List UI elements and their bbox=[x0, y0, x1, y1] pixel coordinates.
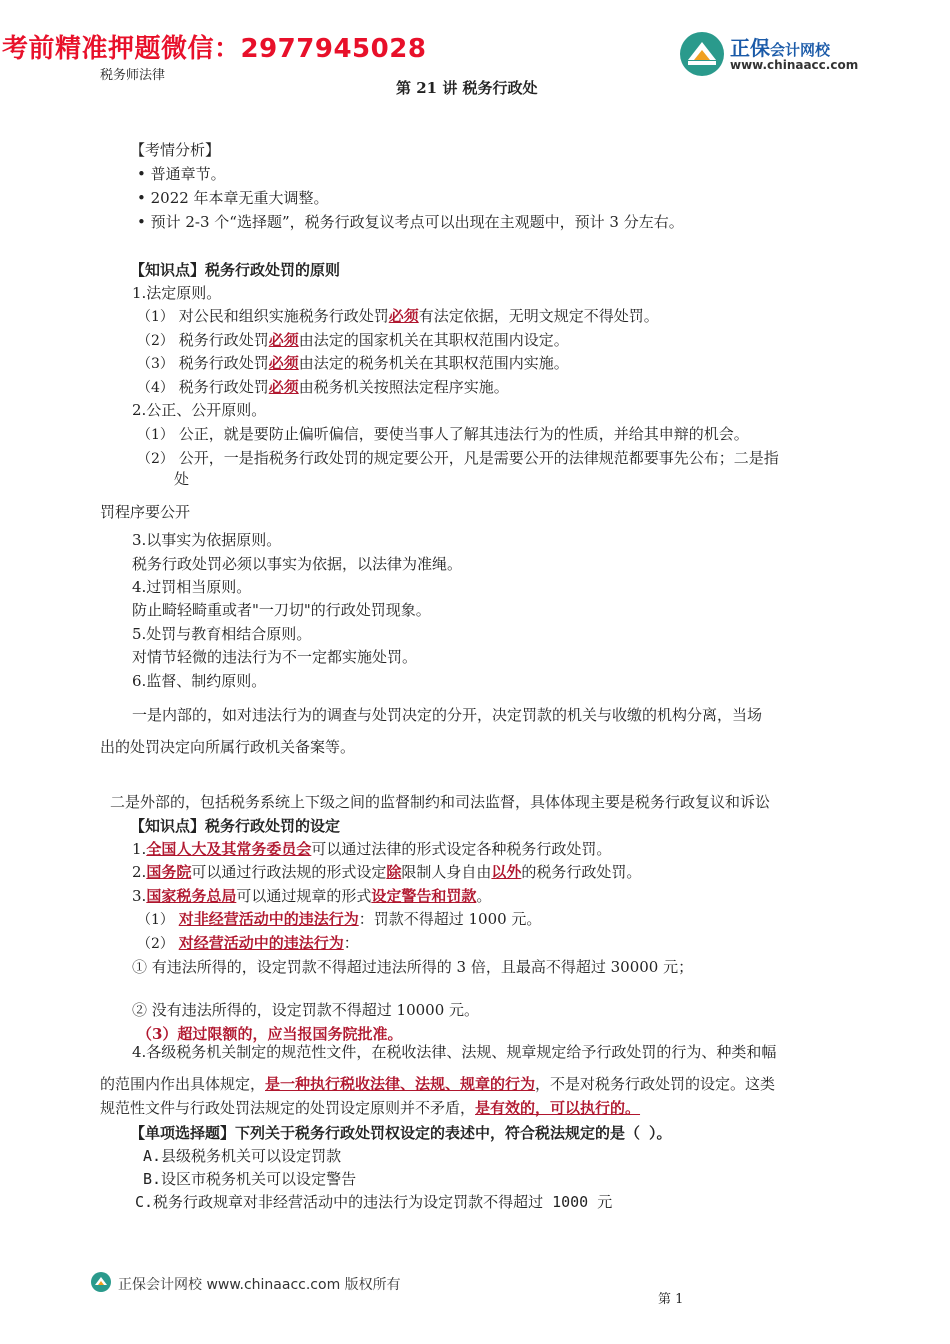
cut-line: 罚程序要公开 bbox=[100, 503, 191, 521]
question-option-b: B.设区市税务机关可以设定警告 bbox=[143, 1170, 357, 1188]
setting-item: 3.国家税务总局可以通过规章的形式设定警告和罚款。 bbox=[132, 887, 492, 905]
cut-line: （3）超过限额的，应当报国务院批准。 bbox=[137, 1025, 403, 1043]
analysis-heading: 【考情分析】 bbox=[130, 141, 221, 159]
setting-case: ② 没有违法所得的，设定罚款不得超过 10000 元。 bbox=[132, 1001, 480, 1019]
principle-2-item: （2） 公开，一是指税务行政处罚的规定要公开，凡是需要公开的法律规范都要事先公布；二是指 bbox=[137, 449, 779, 467]
cut-line: 4.各级税务机关制定的规范性文件，在税收法律、法规、规章规定给予行政处罚的行为、种类和幅 bbox=[132, 1043, 777, 1061]
principle-1-item: （3） 税务行政处罚必须由法定的税务机关在其职权范围内实施。 bbox=[137, 354, 569, 372]
logo-icon bbox=[678, 30, 726, 78]
question-option-c: C.税务行政规章对非经营活动中的违法行为设定罚款不得超过 1000 元 bbox=[135, 1193, 613, 1211]
cut-line: 一是内部的，如对违法行为的调查与处罚决定的分开，决定罚款的机关与收缴的机构分离，当场 bbox=[132, 706, 763, 724]
analysis-item: • 2022 年本章无重大调整。 bbox=[137, 189, 329, 207]
footer-logo-icon bbox=[90, 1271, 112, 1293]
principle-1-item: （1） 对公民和组织实施税务行政处罚必须有法定依据，无明文规定不得处罚。 bbox=[137, 307, 659, 325]
logo-url: www.chinaacc.com bbox=[730, 58, 859, 72]
principle-2-item-cont: 处 bbox=[174, 470, 190, 488]
principle-1-item: （2） 税务行政处罚必须由法定的国家机关在其职权范围内设定。 bbox=[137, 331, 569, 349]
setting-item-4-cont: 规范性文件与行政处罚法规定的处罚设定原则并不矛盾，是有效的，可以执行的。 bbox=[100, 1099, 641, 1117]
lecture-title-cut: 第 21 讲 税务行政处 bbox=[396, 79, 538, 97]
setting-case: ① 有违法所得的，设定罚款不得超过违法所得的 3 倍，且最高不得超过 30000 元； bbox=[132, 958, 694, 976]
principle-5: 5.处罚与教育相结合原则。 bbox=[132, 625, 312, 643]
principle-2-item: （1） 公正，就是要防止偏听偏信，要使当事人了解其违法行为的性质，并给其申辩的机会。 bbox=[137, 425, 749, 443]
header-cut-left: 税务师法律 bbox=[100, 68, 166, 83]
principle-4-text: 防止畸轻畸重或者"一刀切"的行政处罚现象。 bbox=[132, 601, 431, 619]
setting-sub-item: （2） 对经营活动中的违法行为： bbox=[137, 934, 359, 952]
question-heading: 【单项选择题】下列关于税务行政处罚权设定的表述中，符合税法规定的是（ ）。 bbox=[130, 1124, 672, 1142]
principle-3: 3.以事实为依据原则。 bbox=[132, 531, 282, 549]
principle-1: 1.法定原则。 bbox=[132, 284, 222, 302]
chinaacc-logo bbox=[678, 30, 878, 78]
principle-1-item: （4） 税务行政处罚必须由税务机关按照法定程序实施。 bbox=[137, 378, 509, 396]
setting-item-4-cont: 的范围内作出具体规定，是一种执行税收法律、法规、规章的行为，不是对税务行政处罚的设定。这类 bbox=[100, 1075, 776, 1093]
principle-4: 4.过罚相当原则。 bbox=[132, 578, 252, 596]
footer-page-cut: 第 1 bbox=[658, 1292, 684, 1307]
principle-6-cont: 出的处罚决定向所属行政机关备案等。 bbox=[100, 738, 356, 756]
setting-item: 1.全国人大及其常务委员会可以通过法律的形式设定各种税务行政处罚。 bbox=[132, 840, 612, 858]
section-heading-principles: 【知识点】税务行政处罚的原则 bbox=[130, 261, 341, 279]
analysis-item: • 预计 2-3 个“选择题”，税务行政复议考点可以出现在主观题中，预计 3 分左右。 bbox=[137, 213, 684, 231]
principle-2: 2.公正、公开原则。 bbox=[132, 401, 267, 419]
cut-line: 二是外部的，包括税务系统上下级之间的监督制约和司法监督，具体体现主要是税务行政复议和诉讼 bbox=[110, 793, 771, 811]
section-heading-setting: 【知识点】税务行政处罚的设定 bbox=[130, 817, 341, 835]
watermark-text: 考前精准押题微信：2977945028 bbox=[2, 34, 427, 64]
principle-5-text: 对情节轻微的违法行为不一定都实施处罚。 bbox=[132, 648, 418, 666]
setting-item: 2.国务院可以通过行政法规的形式设定除限制人身自由以外的税务行政处罚。 bbox=[132, 863, 642, 881]
logo-brand: 正保会计网校 bbox=[730, 36, 831, 60]
setting-sub-item: （1） 对非经营活动中的违法行为：罚款不得超过 1000 元。 bbox=[137, 910, 542, 928]
footer-copyright: 正保会计网校 www.chinaacc.com 版权所有 bbox=[118, 1277, 401, 1293]
principle-3-text: 税务行政处罚必须以事实为依据，以法律为准绳。 bbox=[132, 555, 463, 573]
analysis-item: • 普通章节。 bbox=[137, 165, 226, 183]
principle-6: 6.监督、制约原则。 bbox=[132, 672, 267, 690]
question-option-a: A.县级税务机关可以设定罚款 bbox=[143, 1147, 342, 1165]
